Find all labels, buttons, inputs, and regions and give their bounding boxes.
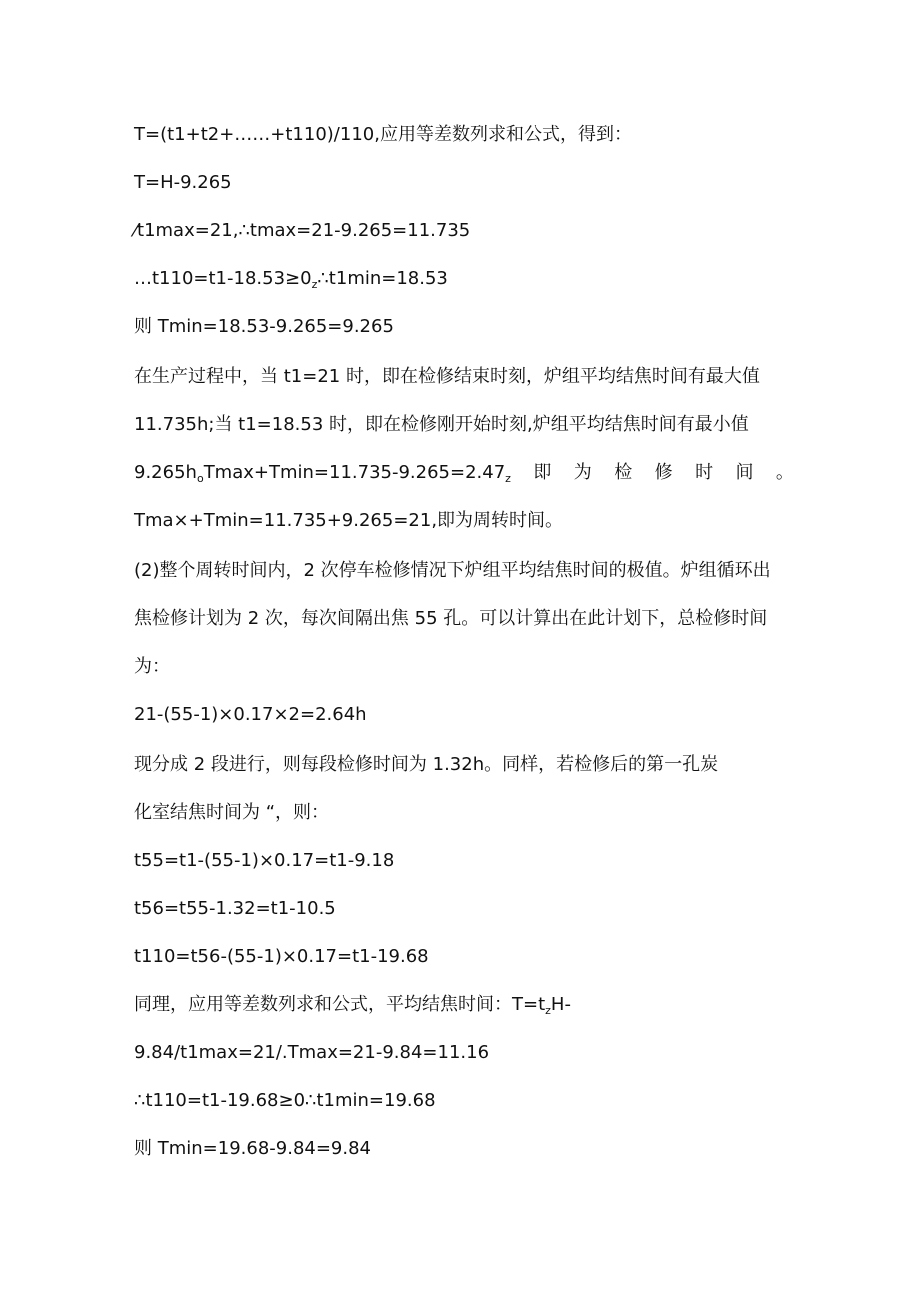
spaced-char: 。	[775, 462, 794, 483]
text-line-5: 则 Tmin=18.53-9.265=9.265	[134, 316, 394, 337]
text-segment: ∴t1min=18.53	[317, 268, 448, 289]
subscript: z	[545, 1004, 551, 1017]
spaced-char: 时	[695, 462, 714, 483]
text-line-18: t110=t56-(55-1)×0.17=t1-19.68	[134, 946, 429, 967]
text-line-22: 则 Tmin=19.68-9.84=9.84	[134, 1138, 372, 1159]
text-line-17: t56=t55-1.32=t1-10.5	[134, 898, 336, 919]
spaced-char: 即	[533, 462, 552, 483]
text-line-9: Tma×+Tmin=11.735+9.265=21,即为周转时间。	[134, 510, 564, 531]
text-line-11: 焦检修计划为 2 次，每次间隔出焦 55 孔。可以计算出在此计划下，总检修时间	[134, 608, 768, 629]
text-line-4	[134, 266, 794, 298]
text-line-3: ⁄t1max=21,∴tmax=21-9.265=11.735	[134, 220, 471, 241]
spaced-char: 间	[735, 462, 754, 483]
text-line-15: 化室结焦时间为 “，则：	[134, 802, 330, 823]
subscript: o	[196, 472, 204, 485]
text-segment: 同理，应用等差数列求和公式，平均结焦时间：T=t	[134, 994, 546, 1015]
spaced-char: 检	[614, 462, 633, 483]
text-line-10: (2)整个周转时间内，2 次停车检修情况下炉组平均结焦时间的极值。炉组循环出	[134, 560, 771, 581]
subscript: z	[311, 278, 318, 291]
text-line-1: T=(t1+t2+……+t110)/110,应用等差数列求和公式，得到：	[134, 124, 632, 145]
text-line-13: 21-(55-1)×0.17×2=2.64h	[134, 704, 367, 725]
text-line-19	[134, 992, 794, 1024]
text-segment: $9.265h_oTmax+Tmin=11.735-9.265=2.47_z$	[134, 462, 511, 485]
text-segment: …t110=t1-18.53≥0	[134, 268, 312, 289]
spaced-char: 修	[654, 462, 673, 483]
spaced-char: 为	[573, 462, 592, 483]
text-line-14: 现分成 2 段进行，则每段检修时间为 1.32h。同样，若检修后的第一孔炭	[134, 754, 719, 775]
text-line-20: 9.84/t1max=21/.Tmax=21-9.84=11.16	[134, 1042, 490, 1063]
text-line-7: 11.735h;当 t1=18.53 时，即在检修刚开始时刻,炉组平均结焦时间有最小值	[134, 414, 749, 435]
text-line-16: t55=t1-(55-1)×0.17=t1-9.18	[134, 850, 395, 871]
text-segment: H-	[550, 994, 571, 1015]
subscript: z	[505, 472, 511, 485]
text-line-12: 为：	[134, 656, 170, 677]
text-line-6: 在生产过程中，当 t1=21 时，即在检修结束时刻，炉组平均结焦时间有最大值	[134, 366, 760, 387]
text-line-21: ∴t110=t1-19.68≥0∴t1min=19.68	[134, 1090, 436, 1111]
text-line-2: T=H-9.265	[134, 172, 232, 193]
text-line-8	[134, 460, 794, 492]
